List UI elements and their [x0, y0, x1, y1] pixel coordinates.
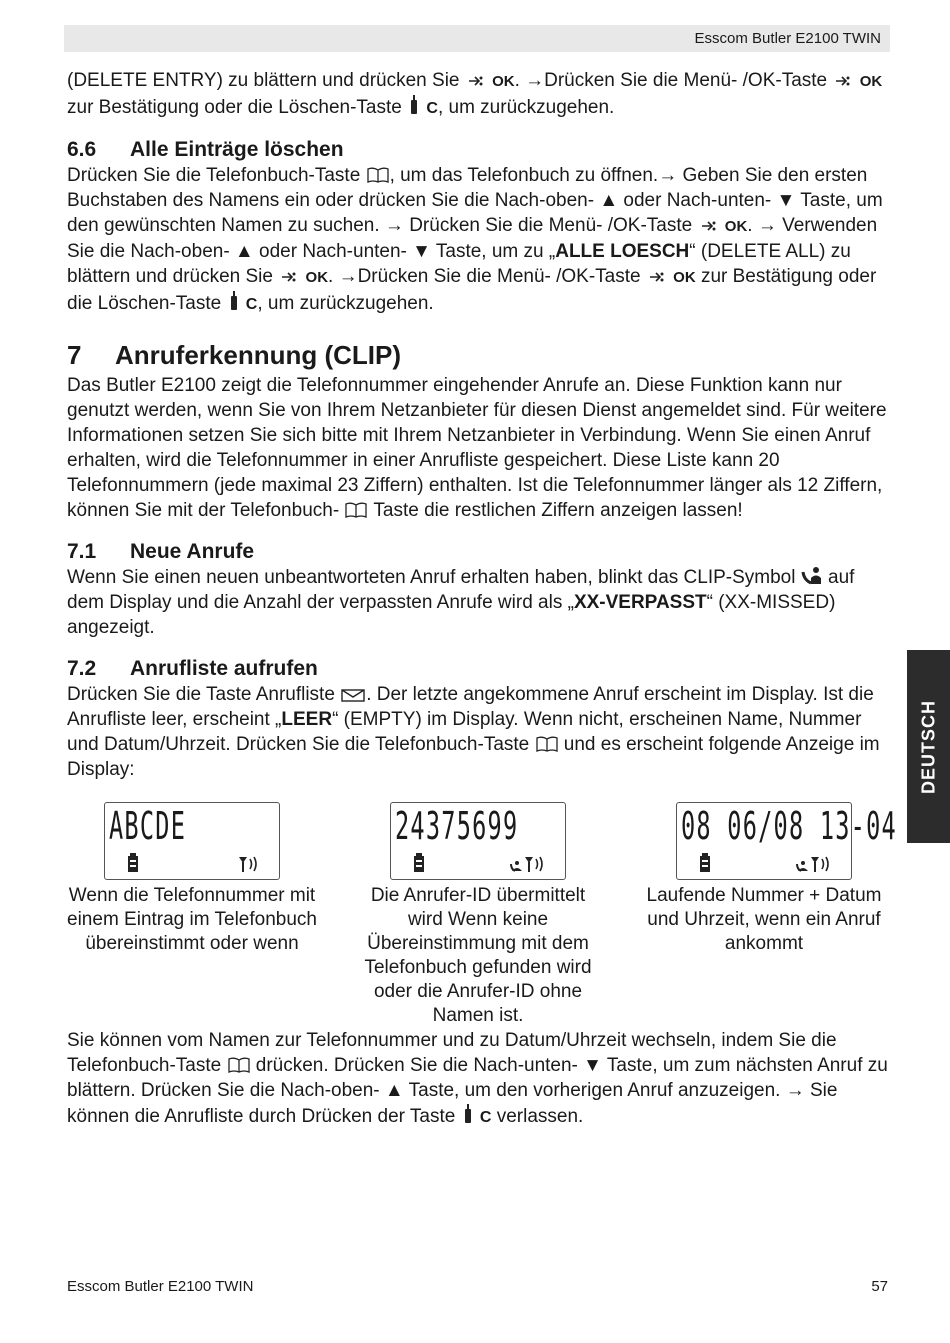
bold-text: XX-VERPASST — [573, 592, 707, 613]
ok-label: OK — [859, 73, 883, 90]
lcd-display — [390, 802, 566, 880]
display-example — [639, 802, 897, 1028]
display-caption: Die Anrufer-ID übermittelt wird Wenn keine Übereinstimmung mit dem Telefonbuch gefunden wird oder die Anrufer-ID ohne Namen ist. — [364, 885, 592, 1026]
section-title: Neue Anrufe — [130, 540, 255, 563]
section-paragraph — [67, 682, 889, 782]
section-title: Anrufliste aufrufen — [130, 657, 318, 680]
text: (DELETE ENTRY) zu blättern und drücken Sie — [67, 70, 460, 91]
page-number: 57 — [871, 1278, 888, 1295]
language-tab-label: DEUTSCH — [918, 699, 938, 794]
header-title: Esscom Butler E2100 TWIN — [694, 30, 881, 47]
text: . → Verwenden Sie die Nach-oben- ▲ oder Nach-unten- ▼ Taste, um zu „ — [67, 215, 878, 262]
text: “ (XX-MISSED) angezeigt. — [67, 592, 836, 638]
bold-text: ALLE LOESCH — [555, 241, 690, 262]
lcd-text: 24375699 — [395, 804, 519, 848]
lcd-display — [676, 802, 897, 880]
battery-icon — [413, 853, 425, 873]
menu-ok-key-icon — [465, 73, 487, 89]
display-example — [67, 802, 317, 1028]
display-caption: Wenn die Telefonnummer mit einem Eintrag im Telefonbuch übereinstimmt oder wenn — [67, 885, 317, 954]
text: zur Bestätigung oder die Löschen-Taste — [67, 266, 877, 314]
text: Wenn Sie einen neuen unbeantworteten Anruf erhalten haben, blinkt das CLIP-Symbol — [67, 567, 796, 588]
c-label: C — [426, 100, 438, 117]
section-paragraph — [67, 373, 889, 523]
signal-antenna-icon — [237, 855, 259, 873]
display-example — [353, 802, 603, 1028]
section-heading — [67, 137, 889, 163]
section-paragraph — [67, 163, 889, 317]
ok-label: OK — [492, 73, 515, 90]
menu-ok-key-icon — [646, 269, 668, 285]
phonebook-icon — [344, 501, 368, 519]
menu-ok-key-icon — [698, 218, 720, 234]
text: zur Bestätigung oder die Löschen-Taste — [67, 97, 402, 118]
lcd-text: 08 06/08 13-04 — [681, 804, 897, 848]
page-content — [67, 68, 897, 1130]
menu-ok-key-icon — [832, 73, 854, 89]
page-header — [64, 25, 890, 52]
delete-key-icon — [227, 290, 241, 312]
text: und es erscheint folgende Anzeige im Display: — [67, 734, 880, 780]
bold-text: LEER — [281, 709, 333, 730]
chapter-title: Anruferkennung (CLIP) — [115, 340, 401, 370]
chapter-heading — [67, 339, 889, 371]
text: Drücken Sie die Taste Anrufliste — [67, 684, 335, 705]
text: , um zurückzugehen. — [437, 97, 615, 118]
text: Drücken Sie die Telefonbuch-Taste — [67, 165, 361, 186]
display-caption: Laufende Nummer + Datum und Uhrzeit, wenn ein Anruf ankommt — [646, 885, 882, 954]
footer-title: Esscom Butler E2100 TWIN — [67, 1278, 254, 1295]
text: . →Drücken Sie die Menü- /OK-Taste — [514, 70, 828, 91]
section-heading — [67, 656, 889, 682]
menu-ok-key-icon — [278, 269, 300, 285]
phonebook-icon — [535, 735, 559, 753]
text: , um das Telefonbuch zu öffnen.→ Geben Sie den ersten Buchstaben des Namens ein oder drücken Sie die Nach-oben- ▲ oder Nach-unten- ▼ Taste, um den gewünschten Namen zu suchen. → Drücken Sie die Menü- /OK-Taste — [67, 165, 883, 236]
text: “ (DELETE ALL) zu blättern und drücken Sie — [67, 241, 851, 287]
ok-label: OK — [673, 269, 696, 286]
text: Das Butler E2100 zeigt die Telefonnummer eingehender Anrufe an. Diese Funktion kann nur genutzt werden, wenn Sie von Ihrem Netzanbieter für diesen Dienst angemeldet sind. Für weitere Informationen setzen Sie sich bitte mit Ihrem Netzanbieter in Verbindung. Wenn Sie einen Anruf erhalten, wird die Telefonnummer in einer Anrufliste gespeichert. Diese Liste kann 20 Telefonnummern (jede maximal 23 Ziffern) enthalten. Ist die Telefonnummer länger als 12 Ziffern, können Sie mit der Telefonbuch- — [67, 375, 887, 521]
clip-signal-icon — [509, 855, 545, 873]
text: Sie können vom Namen zur Telefonnummer und zu Datum/Uhrzeit wechseln, indem Sie die Telefonbuch-Taste — [67, 1030, 837, 1076]
lcd-display — [104, 802, 280, 880]
language-tab — [907, 650, 950, 843]
section-paragraph — [67, 565, 889, 640]
text: auf dem Display und die Anzahl der verpassten Anrufe wird als „ — [67, 567, 855, 613]
lcd-text: ABCDE — [109, 804, 187, 848]
text: verlassen. — [491, 1106, 584, 1127]
phonebook-icon — [366, 166, 390, 184]
text: Taste die restlichen Ziffern anzeigen lassen! — [368, 500, 743, 521]
section-title: Alle Einträge löschen — [130, 138, 344, 161]
clip-symbol-icon — [801, 566, 823, 586]
battery-icon — [699, 853, 711, 873]
text: “ (EMPTY) im Display. Wenn nicht, erscheinen Name, Nummer und Datum/Uhrzeit. Drücken Sie die Telefonbuch-Taste — [67, 709, 862, 755]
phonebook-icon — [227, 1056, 251, 1074]
text: drücken. Drücken Sie die Nach-unten- ▼ Taste, um zum nächsten Anruf zu blättern. Drücken Sie die Nach-oben- ▲ Taste, um den vorherigen Anruf anzuzeigen. → Sie können die Anrufliste durch Drücken der Taste — [67, 1055, 888, 1127]
section-number: 6.6 — [67, 138, 97, 161]
ok-label: OK — [724, 218, 748, 235]
section-paragraph — [67, 1028, 889, 1130]
section-number: 7.1 — [67, 540, 97, 563]
display-examples — [67, 802, 897, 1028]
text: . Der letzte angekommene Anruf erscheint im Display. Ist die Anrufliste leer, erscheint „ — [67, 684, 874, 730]
c-label: C — [479, 1109, 492, 1126]
section-number: 7.2 — [67, 657, 97, 680]
c-label: C — [245, 296, 258, 313]
battery-icon — [127, 853, 139, 873]
text: . →Drücken Sie die Menü- /OK-Taste — [328, 266, 641, 287]
section-heading — [67, 539, 889, 565]
text: , um zurückzugehen. — [257, 293, 434, 314]
ok-label: OK — [305, 269, 329, 286]
intro-paragraph — [67, 68, 889, 121]
call-list-envelope-icon — [340, 687, 366, 703]
chapter-number: 7 — [67, 340, 82, 370]
delete-key-icon — [461, 1103, 475, 1125]
delete-key-icon — [407, 94, 421, 116]
clip-signal-icon — [795, 855, 831, 873]
